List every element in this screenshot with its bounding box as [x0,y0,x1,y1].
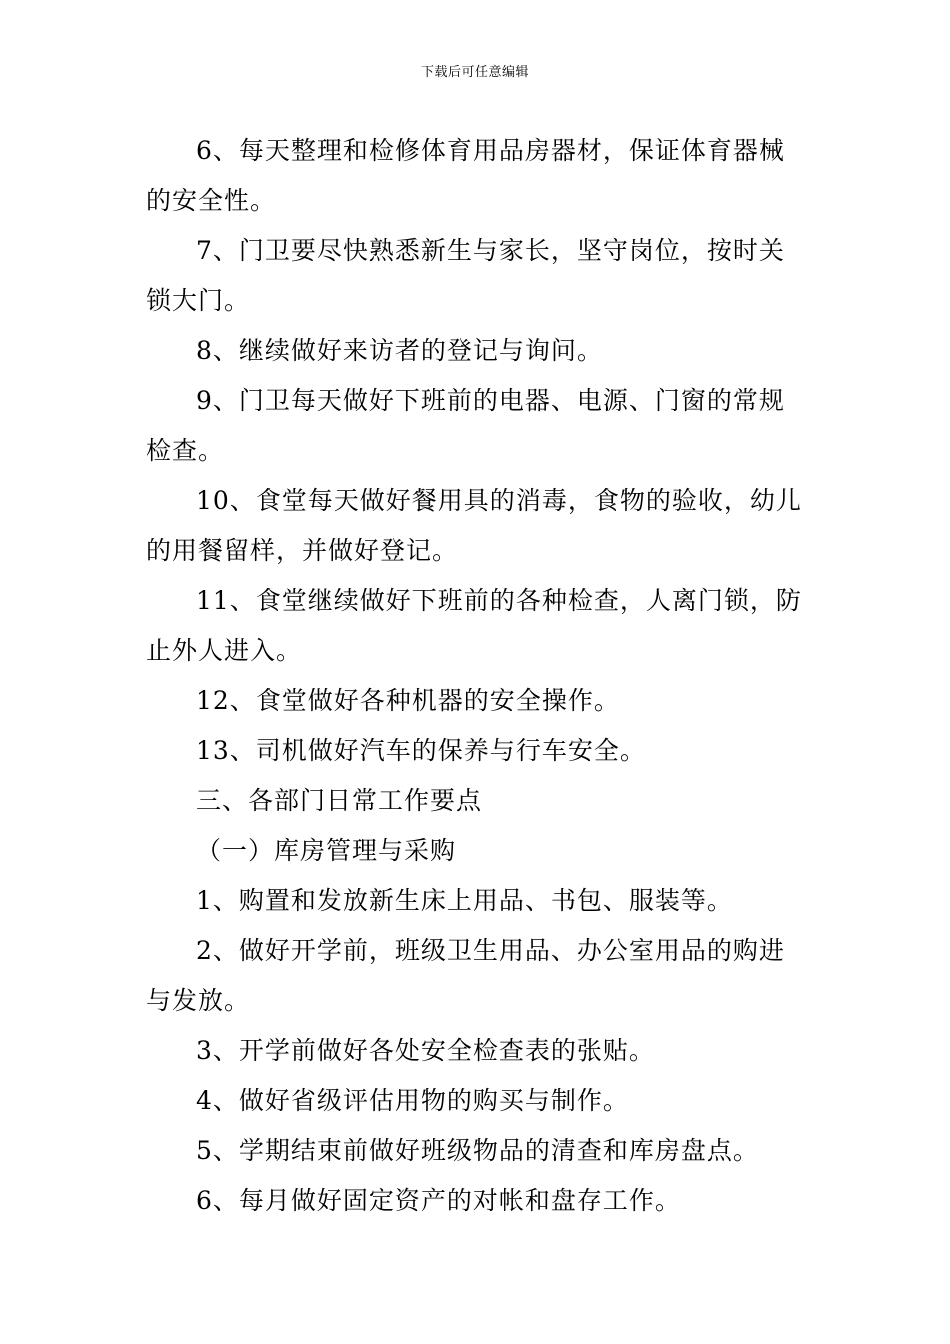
subsection-heading-warehouse: （一）库房管理与采购 [196,836,457,865]
document-body [146,126,810,1226]
paragraph-item-4-evaluation: 4、做好省级评估用物的购买与制作。 [196,1086,629,1115]
paragraph-item-12-machines: 12、食堂做好各种机器的安全操作。 [196,686,620,715]
section-heading-daily-work: 三、各部门日常工作要点 [196,786,483,815]
paragraph-item-8-visitors: 8、继续做好来访者的登记与询问。 [196,336,603,365]
paragraph-item-7-guard: 7、门卫要尽快熟悉新生与家长，坚守岗位，按时关锁大门。 [146,236,785,315]
paragraph-item-1-purchase: 1、购置和发放新生床上用品、书包、服装等。 [196,886,733,915]
paragraph-item-9-inspection: 9、门卫每天做好下班前的电器、电源、门窗的常规检查。 [146,386,785,465]
paragraph-item-3-safety-sheet: 3、开学前做好各处安全检查表的张贴。 [196,1036,655,1065]
paragraph-item-2-supplies: 2、做好开学前，班级卫生用品、办公室用品的购进与发放。 [146,936,785,1015]
paragraph-item-6-assets: 6、每月做好固定资产的对帐和盘存工作。 [196,1186,681,1215]
paragraph-item-10-canteen: 10、食堂每天做好餐用具的消毒，食物的验收，幼儿的用餐留样，并做好登记。 [146,486,802,565]
paragraph-item-13-driver: 13、司机做好汽车的保养与行车安全。 [196,736,646,765]
paragraph-item-6-equipment: 6、每天整理和检修体育用品房器材，保证体育器械的安全性。 [146,136,785,215]
paragraph-item-11-canteen-check: 11、食堂继续做好下班前的各种检查，人离门锁，防止外人进入。 [146,586,802,665]
paragraph-item-5-inventory: 5、学期结束前做好班级物品的清查和库房盘点。 [196,1136,759,1165]
page-header: 下载后可任意编辑 [420,65,529,80]
